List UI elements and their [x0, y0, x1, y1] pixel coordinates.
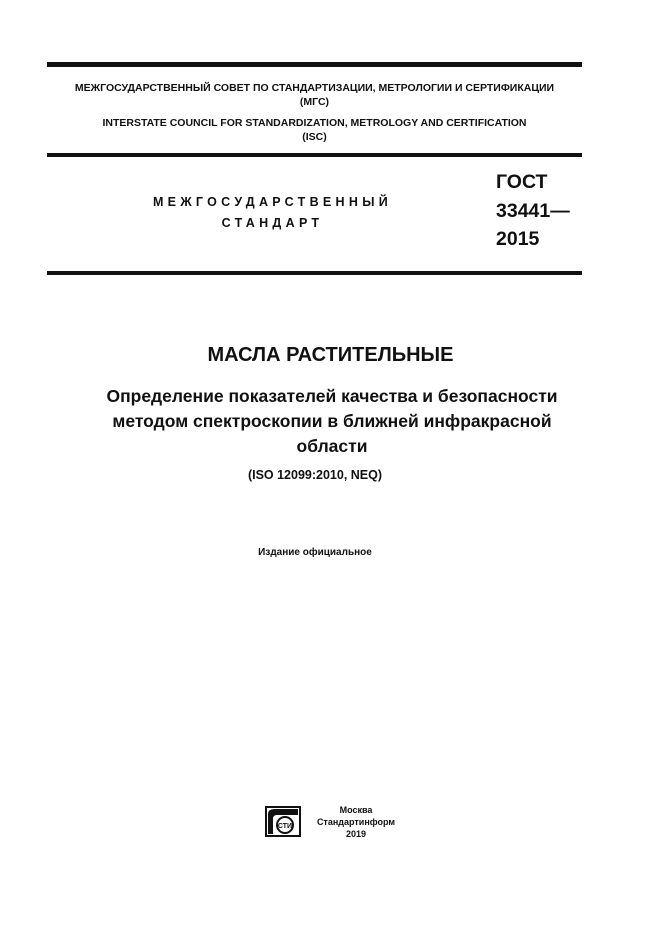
iso-reference: (ISO 12099:2010, NEQ): [247, 468, 383, 482]
publisher-city: Москва: [339, 805, 373, 815]
subtitle-line2: методом спектроскопии в ближней инфракрасной: [112, 411, 552, 431]
gost-code: 33441—: [496, 199, 570, 222]
logo-lettering: СТИ: [277, 823, 293, 830]
publisher-info: [306, 804, 406, 840]
bottom-rule: [47, 271, 582, 275]
publisher-year: 2019: [345, 829, 367, 839]
council-abbr-ru: (МГС): [299, 96, 330, 108]
council-name-ru-line: МЕЖГОСУДАРСТВЕННЫЙ СОВЕТ ПО СТАНДАРТИЗАЦИИ, МЕТРОЛОГИИ И СЕРТИФИКАЦИИ: [74, 82, 555, 94]
gost-prefix: ГОСТ: [496, 171, 548, 193]
council-name-en: [47, 116, 582, 144]
council-abbr-en: (ISC): [302, 131, 327, 143]
subtitle-line3: области: [296, 436, 368, 456]
standard-type-line1: МЕЖГОСУДАРСТВЕННЫЙ: [152, 195, 393, 209]
edition-note: Издание официальное: [258, 547, 372, 558]
standard-type-line2: СТАНДАРТ: [221, 216, 324, 230]
publisher-name: Стандартинформ: [316, 817, 396, 827]
document-subtitle: [47, 384, 617, 459]
council-name-en-line: INTERSTATE COUNCIL FOR STANDARDIZATION, METROLOGY AND CERTIFICATION: [102, 117, 527, 129]
standard-type-label: [120, 192, 425, 234]
document-title: МАСЛА РАСТИТЕЛЬНЫЕ: [207, 344, 454, 366]
top-rule: [47, 62, 582, 67]
council-name-ru: [47, 81, 582, 109]
gost-number: [496, 168, 570, 254]
gost-year: 2015: [496, 228, 540, 250]
subtitle-line1: Определение показателей качества и безопасности: [106, 386, 558, 406]
middle-rule: [47, 153, 582, 157]
standartinform-logo-icon: [265, 806, 301, 837]
